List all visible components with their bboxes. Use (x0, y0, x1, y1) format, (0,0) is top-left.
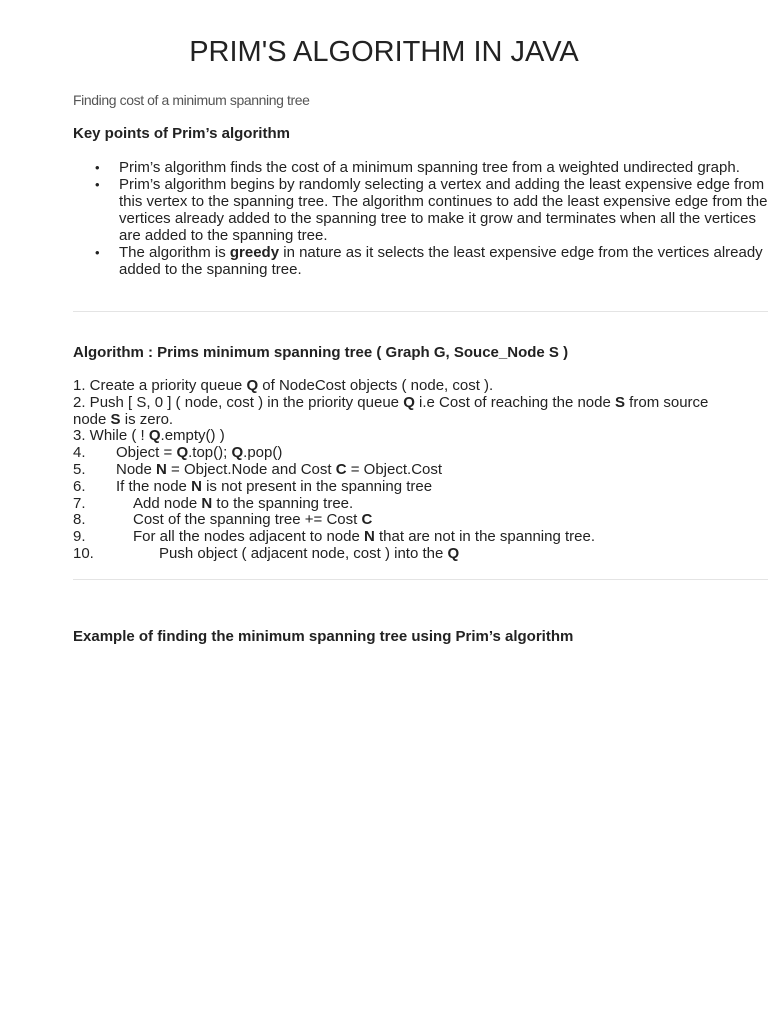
step-bold: N (201, 494, 213, 512)
algorithm-step (73, 496, 713, 513)
step-text: For all the nodes adjacent to node (133, 528, 364, 546)
step-bold: C (361, 511, 373, 529)
key-point-text: Prim’s algorithm begins by randomly selecting a vertex and adding the least expensive edge from this vertex to the spanning tree. The algorithm continues to add the least expensive edge from the vertices already added to the spanning tree to make it grow and terminates when all the vertices are added to the spanning tree. (119, 176, 768, 244)
step-text: = Object.Cost (346, 460, 443, 478)
step-bold: Q (148, 427, 161, 445)
step-number: 4. (73, 444, 86, 462)
key-point-text-pre: The algorithm is (119, 244, 230, 261)
algorithm-step (73, 428, 713, 445)
step-number: 6. (73, 477, 86, 495)
step-text: is zero. (120, 410, 174, 428)
step-text: .pop() (243, 444, 283, 462)
key-point-item (95, 244, 768, 278)
algorithm-step (73, 529, 713, 546)
step-bold: Q (231, 444, 244, 462)
key-point-item (95, 159, 768, 176)
step-text: Create a priority queue (85, 377, 247, 394)
step-bold: Q (403, 393, 415, 411)
step-number: 7. (73, 494, 86, 512)
key-points-heading: Key points of Prim’s algorithm (73, 125, 290, 142)
step-text: to the spanning tree. (212, 494, 354, 512)
step-number: 2. (73, 393, 86, 411)
step-text: is not present in the spanning tree (201, 477, 433, 495)
step-text: If the node (116, 477, 192, 495)
step-number: 9. (73, 528, 86, 546)
step-text: Cost of the spanning tree += Cost (133, 511, 362, 529)
step-bold: C (335, 460, 347, 478)
key-points-list (73, 159, 768, 278)
algorithm-step (73, 546, 713, 563)
step-number: 3. (73, 427, 86, 445)
step-bold: Q (246, 377, 259, 394)
step-text: Object = (116, 444, 177, 462)
step-text: .empty() ) (160, 427, 225, 445)
key-point-text-bold: greedy (229, 244, 280, 261)
bullet-icon: • (95, 177, 100, 192)
algorithm-step (73, 462, 713, 479)
step-number: 5. (73, 460, 86, 478)
step-number: 8. (73, 511, 86, 529)
section-divider (73, 579, 768, 580)
key-point-text: Prim’s algorithm finds the cost of a minimum spanning tree from a weighted undirected graph. (119, 159, 740, 176)
algorithm-steps (73, 378, 713, 563)
step-bold: Q (447, 544, 460, 562)
step-text: of NodeCost objects ( node, cost ). (258, 377, 494, 394)
algorithm-step (73, 479, 713, 496)
bullet-icon: • (95, 245, 100, 260)
section-divider (73, 311, 768, 312)
key-point-text-post: in nature as it selects the least expensive edge from the vertices already added to the spanning tree. (119, 244, 763, 278)
step-bold: N (364, 528, 375, 546)
step-bold: S (615, 393, 626, 411)
step-text: that are not in the spanning tree. (374, 528, 595, 546)
step-text: = Object.Node and Cost (166, 460, 336, 478)
step-text: Push object ( adjacent node, cost ) into the (159, 544, 448, 562)
algorithm-step (73, 378, 713, 395)
algorithm-heading: Algorithm : Prims minimum spanning tree ( Graph G, Souce_Node S ) (73, 344, 569, 361)
step-text: Node (116, 460, 157, 478)
step-bold: N (156, 460, 167, 478)
step-text: .top(); (188, 444, 232, 462)
step-text: i.e Cost of reaching the node (414, 393, 615, 411)
page-subtitle: Finding cost of a minimum spanning tree (73, 92, 310, 108)
algorithm-step (73, 512, 713, 529)
step-bold: Q (176, 444, 189, 462)
step-text: from source node (73, 393, 709, 428)
step-number: 10. (73, 544, 94, 562)
algorithm-step (73, 395, 713, 429)
step-text: Push [ S, 0 ] ( node, cost ) in the priority queue (85, 393, 404, 411)
algorithm-step (73, 445, 713, 462)
step-bold: S (110, 410, 121, 428)
step-text: While ( ! (85, 427, 149, 445)
page-title: PRIM'S ALGORITHM IN JAVA (189, 36, 579, 68)
step-number: 1. (73, 377, 86, 394)
step-text: Add node (133, 494, 202, 512)
example-heading: Example of finding the minimum spanning tree using Prim’s algorithm (73, 628, 574, 645)
bullet-icon: • (95, 160, 100, 175)
step-bold: N (191, 477, 202, 495)
key-point-item (95, 176, 768, 244)
